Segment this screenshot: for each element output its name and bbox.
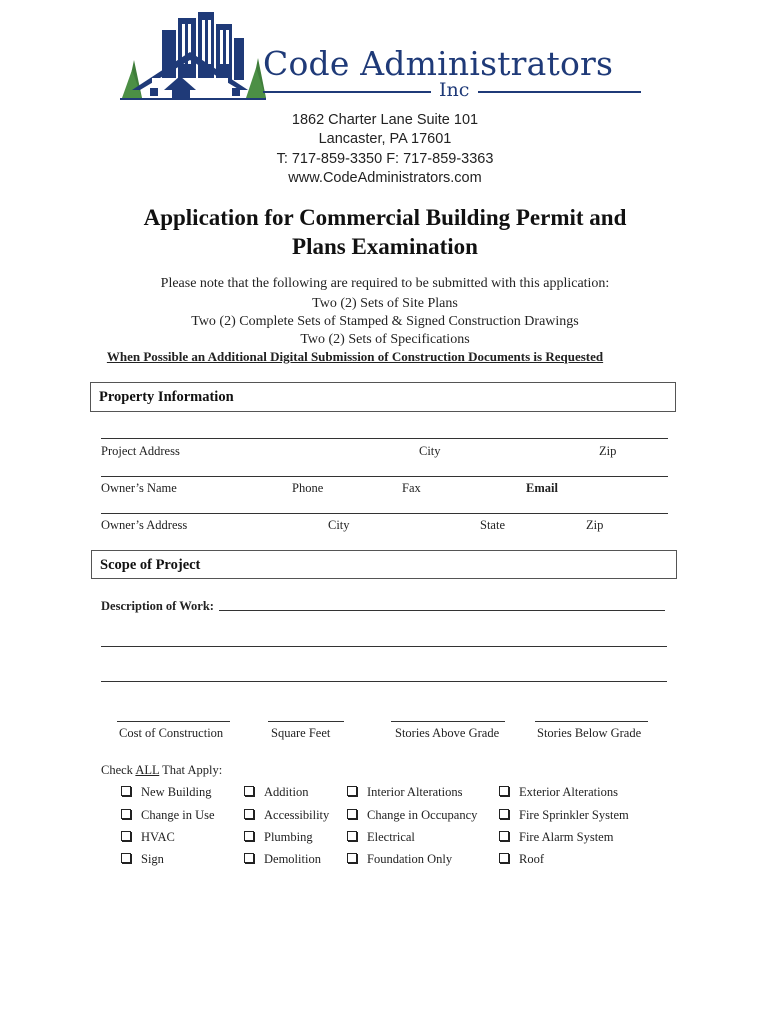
- square-feet-label: Square Feet: [271, 726, 331, 740]
- description-field-line-2[interactable]: [101, 646, 667, 647]
- property-info-header: [90, 382, 676, 412]
- description-field-line-3[interactable]: [101, 681, 667, 682]
- company-name: Code Administrators: [263, 44, 614, 83]
- scope-header: [91, 550, 677, 579]
- address-line-2: Lancaster, PA 17601: [318, 131, 452, 147]
- digital-submission-note: When Possible an Additional Digital Submission of Construction Documents is Requested: [106, 349, 604, 364]
- stories-below-label: Stories Below Grade: [537, 726, 642, 740]
- checkbox-fire-sprinkler-system[interactable]: Fire Sprinkler System: [499, 808, 629, 823]
- requirements-intro: Please note that the following are required to be submitted with this application:: [160, 276, 610, 291]
- company-suffix: Inc: [439, 79, 470, 101]
- requirement-item: Two (2) Complete Sets of Stamped & Signed Construction Drawings: [191, 314, 579, 329]
- checkbox-electrical[interactable]: Electrical: [347, 830, 415, 845]
- check-all-instruction: Check ALL That Apply:: [101, 763, 223, 777]
- stories-below-field[interactable]: [535, 721, 648, 722]
- checkbox-new-building[interactable]: New Building: [121, 785, 211, 800]
- stories-above-label: Stories Above Grade: [395, 726, 500, 740]
- company-logo: [112, 8, 268, 104]
- inc-rule-left: [263, 91, 431, 93]
- fax-label: Fax: [402, 481, 421, 495]
- cost-label: Cost of Construction: [119, 726, 224, 740]
- checkbox-change-in-use[interactable]: Change in Use: [121, 808, 215, 823]
- checkbox-demolition[interactable]: Demolition: [244, 852, 321, 867]
- phone-label: Phone: [292, 481, 324, 495]
- checkbox-sign[interactable]: Sign: [121, 852, 164, 867]
- inc-rule-right: [478, 91, 641, 93]
- checkbox-fire-alarm-system[interactable]: Fire Alarm System: [499, 830, 613, 845]
- requirement-item: Two (2) Sets of Site Plans: [312, 296, 458, 311]
- checkbox-addition[interactable]: Addition: [244, 785, 308, 800]
- website: www.CodeAdministrators.com: [288, 170, 482, 186]
- form-title-line-2: Plans Examination: [292, 234, 478, 259]
- cost-field[interactable]: [117, 721, 230, 722]
- description-field-line-1[interactable]: [219, 610, 665, 611]
- owner-zip-label: Zip: [586, 518, 604, 532]
- property-info-heading: Property Information: [99, 389, 234, 405]
- project-address-field[interactable]: [101, 438, 668, 439]
- state-label: State: [480, 518, 505, 532]
- zip-label: Zip: [599, 444, 617, 458]
- scope-heading: Scope of Project: [100, 557, 201, 573]
- checkbox-exterior-alterations[interactable]: Exterior Alterations: [499, 785, 618, 800]
- owners-name-label: Owner’s Name: [101, 481, 177, 495]
- owners-address-label: Owner’s Address: [101, 518, 188, 532]
- project-address-label: Project Address: [101, 444, 180, 458]
- owner-name-field[interactable]: [101, 476, 668, 477]
- checkbox-roof[interactable]: Roof: [499, 852, 544, 867]
- stories-above-field[interactable]: [391, 721, 505, 722]
- checkbox-hvac[interactable]: HVAC: [121, 830, 175, 845]
- checkbox-accessibility[interactable]: Accessibility: [244, 808, 329, 823]
- requirement-item: Two (2) Sets of Specifications: [300, 332, 470, 347]
- city-label: City: [419, 444, 441, 458]
- description-label: Description of Work:: [101, 599, 214, 613]
- address-line-1: 1862 Charter Lane Suite 101: [291, 112, 479, 128]
- form-title-line-1: Application for Commercial Building Permit and: [143, 205, 627, 230]
- owner-address-field[interactable]: [101, 513, 668, 514]
- checkbox-plumbing[interactable]: Plumbing: [244, 830, 313, 845]
- phone-fax: T: 717-859-3350 F: 717-859-3363: [276, 151, 494, 167]
- checkbox-foundation-only[interactable]: Foundation Only: [347, 852, 452, 867]
- email-label: Email: [526, 481, 558, 495]
- checkbox-change-in-occupancy[interactable]: Change in Occupancy: [347, 808, 477, 823]
- square-feet-field[interactable]: [268, 721, 344, 722]
- checkbox-interior-alterations[interactable]: Interior Alterations: [347, 785, 462, 800]
- owner-city-label: City: [328, 518, 350, 532]
